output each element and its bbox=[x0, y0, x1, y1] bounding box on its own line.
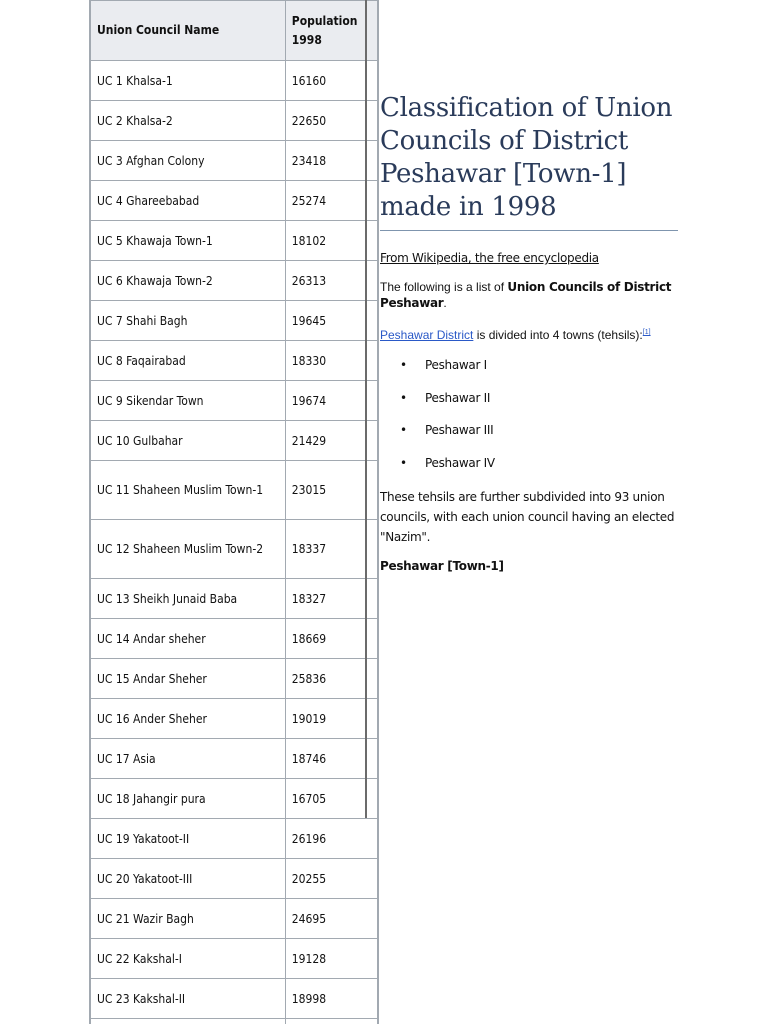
population-value: 18669 bbox=[285, 619, 377, 659]
list-item: • Peshawar I bbox=[380, 357, 678, 390]
towns-list bbox=[380, 357, 678, 487]
union-council-name: UC 8 Faqairabad bbox=[91, 341, 286, 381]
table-row bbox=[91, 579, 378, 619]
table-row bbox=[91, 301, 378, 341]
reference-link[interactable]: [1] bbox=[642, 329, 651, 336]
population-value: 26196 bbox=[285, 819, 377, 859]
table-row bbox=[91, 619, 378, 659]
union-council-name: UC 4 Ghareebabad bbox=[91, 181, 286, 221]
table-row bbox=[91, 699, 378, 739]
scrollbar-line bbox=[365, 0, 367, 818]
table-row bbox=[91, 261, 378, 301]
union-council-name: UC 15 Andar Sheher bbox=[91, 659, 286, 699]
union-council-name: UC 16 Ander Sheher bbox=[91, 699, 286, 739]
column-header-population: Population 1998 bbox=[285, 1, 377, 61]
union-council-name: UC 5 Khawaja Town-1 bbox=[91, 221, 286, 261]
union-council-table bbox=[89, 0, 379, 1024]
table-row bbox=[91, 181, 378, 221]
population-value: 19019 bbox=[285, 699, 377, 739]
population-value: 18746 bbox=[285, 739, 377, 779]
section-heading: Peshawar [Town-1] bbox=[380, 559, 504, 573]
subdivide-paragraph: These tehsils are further subdivided into 93 union councils, with each union council having an elected "Nazim". bbox=[380, 490, 675, 544]
population-value: 20255 bbox=[285, 859, 377, 899]
table-row bbox=[91, 859, 378, 899]
union-council-name bbox=[91, 1019, 286, 1024]
table-row bbox=[91, 101, 378, 141]
table-row bbox=[91, 979, 378, 1019]
intro-bold: Union Councils of District Peshawar bbox=[380, 280, 672, 310]
table-row bbox=[91, 461, 378, 520]
table-row bbox=[91, 939, 378, 979]
union-council-name: UC 20 Yakatoot-III bbox=[91, 859, 286, 899]
table-row bbox=[91, 739, 378, 779]
table-row bbox=[91, 341, 378, 381]
table-row bbox=[91, 221, 378, 261]
population-value: 18330 bbox=[285, 341, 377, 381]
table-row bbox=[91, 819, 378, 859]
population-value: 25836 bbox=[285, 659, 377, 699]
table-row bbox=[91, 520, 378, 579]
population-value: 25274 bbox=[285, 181, 377, 221]
article bbox=[380, 92, 678, 573]
union-council-name: UC 7 Shahi Bagh bbox=[91, 301, 286, 341]
population-value: 16160 bbox=[285, 61, 377, 101]
union-council-name: UC 19 Yakatoot-II bbox=[91, 819, 286, 859]
list-item: • Peshawar III bbox=[380, 422, 678, 455]
population-value: 22650 bbox=[285, 101, 377, 141]
source-line[interactable]: From Wikipedia, the free encyclopedia bbox=[380, 251, 599, 265]
table-row bbox=[91, 899, 378, 939]
population-value: 18998 bbox=[285, 979, 377, 1019]
union-council-name: UC 2 Khalsa-2 bbox=[91, 101, 286, 141]
list-item: • Peshawar IV bbox=[380, 455, 678, 488]
population-value: 16705 bbox=[285, 779, 377, 819]
population-value: 23418 bbox=[285, 141, 377, 181]
table-row bbox=[91, 1019, 378, 1024]
union-council-name: UC 18 Jahangir pura bbox=[91, 779, 286, 819]
table-row bbox=[91, 381, 378, 421]
table-row bbox=[91, 779, 378, 819]
district-text: is divided into 4 towns (tehsils): bbox=[473, 328, 643, 342]
union-council-name: UC 23 Kakshal-II bbox=[91, 979, 286, 1019]
intro-prefix: The following is a list of bbox=[380, 280, 508, 294]
table-row bbox=[91, 421, 378, 461]
population-value: 19645 bbox=[285, 301, 377, 341]
population-value: 26313 bbox=[285, 261, 377, 301]
union-council-name: UC 11 Shaheen Muslim Town-1 bbox=[91, 461, 286, 520]
table-header-row bbox=[91, 1, 378, 61]
union-council-name: UC 9 Sikendar Town bbox=[91, 381, 286, 421]
union-council-name: UC 10 Gulbahar bbox=[91, 421, 286, 461]
union-council-name: UC 13 Sheikh Junaid Baba bbox=[91, 579, 286, 619]
population-value: 18102 bbox=[285, 221, 377, 261]
population-value: 19674 bbox=[285, 381, 377, 421]
union-council-name: UC 14 Andar sheher bbox=[91, 619, 286, 659]
population-value: 18327 bbox=[285, 579, 377, 619]
population-value: 21429 bbox=[285, 421, 377, 461]
population-value: 24695 bbox=[285, 899, 377, 939]
union-council-name: UC 3 Afghan Colony bbox=[91, 141, 286, 181]
intro-paragraph bbox=[380, 279, 678, 311]
district-paragraph bbox=[380, 325, 678, 343]
peshawar-district-link[interactable]: Peshawar District bbox=[380, 328, 474, 342]
list-item: • Peshawar II bbox=[380, 390, 678, 423]
intro-suffix: . bbox=[443, 296, 447, 310]
population-value: 18337 bbox=[285, 520, 377, 579]
union-council-name: UC 22 Kakshal-I bbox=[91, 939, 286, 979]
table-row bbox=[91, 61, 378, 101]
union-council-name: UC 17 Asia bbox=[91, 739, 286, 779]
union-council-name: UC 21 Wazir Bagh bbox=[91, 899, 286, 939]
union-council-name: UC 1 Khalsa-1 bbox=[91, 61, 286, 101]
union-council-name: UC 6 Khawaja Town-2 bbox=[91, 261, 286, 301]
population-value: 19128 bbox=[285, 939, 377, 979]
page-title: Classification of Union Councils of District Peshawar [Town-1] made in 1998 bbox=[380, 92, 678, 231]
population-value bbox=[285, 1019, 377, 1024]
union-council-name: UC 12 Shaheen Muslim Town-2 bbox=[91, 520, 286, 579]
column-header-name: Union Council Name bbox=[91, 1, 286, 61]
table-row bbox=[91, 659, 378, 699]
population-value: 23015 bbox=[285, 461, 377, 520]
table-row bbox=[91, 141, 378, 181]
